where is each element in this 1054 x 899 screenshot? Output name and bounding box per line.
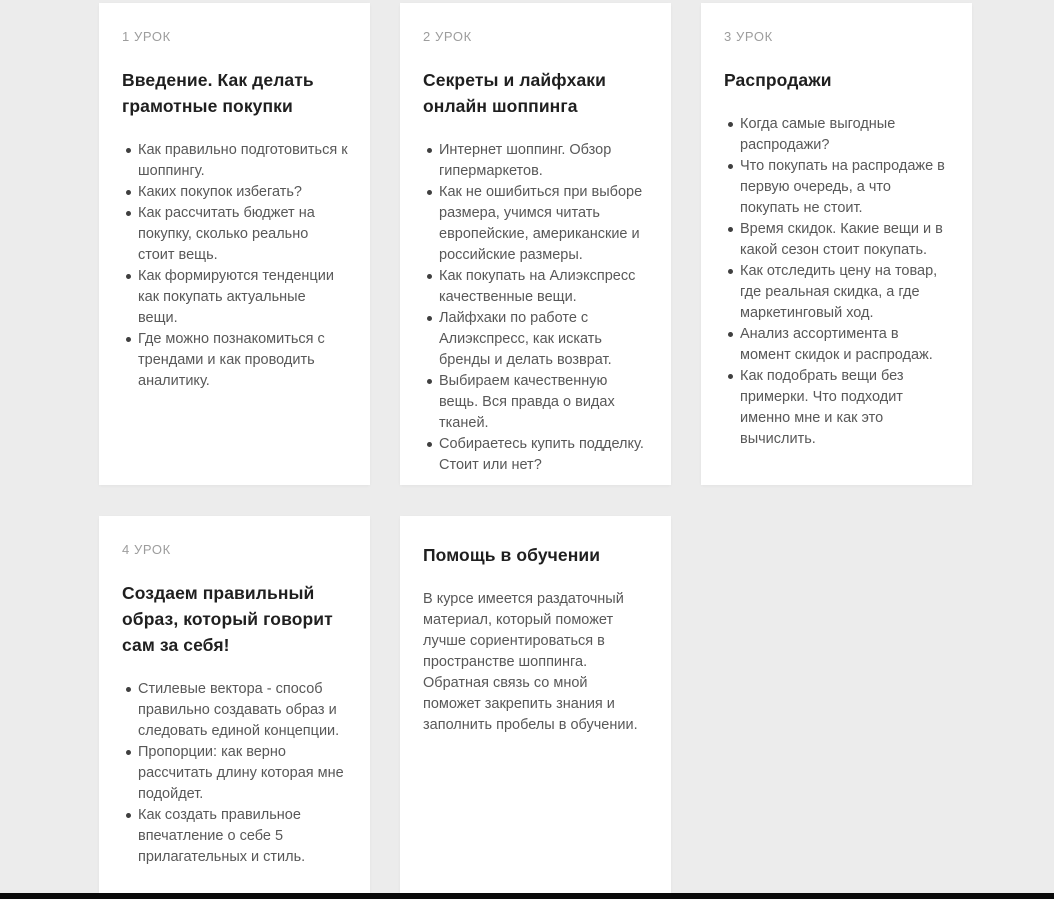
- lesson-title: Создаем правильный образ, который говорит сам за себя!: [122, 583, 333, 655]
- lesson-topics-list: [724, 114, 950, 450]
- lesson-topics-list: [122, 140, 348, 392]
- lesson-topic-item: Лайфхаки по работе с Алиэкспресс, как искать бренды и делать возврат.: [423, 308, 649, 371]
- lesson-topic-item: Как покупать на Алиэкспресс качественные вещи.: [423, 266, 649, 308]
- lesson-topic-item: Интернет шоппинг. Обзор гипермаркетов.: [423, 140, 649, 182]
- lesson-topics-list: [122, 679, 348, 868]
- lesson-number-label: 4 УРОК: [122, 542, 171, 557]
- lesson-card-2: [400, 3, 671, 485]
- lesson-topic-item: Как формируются тенденции как покупать актуальные вещи.: [122, 266, 348, 329]
- lesson-topic-item: Стилевые вектора - способ правильно создавать образ и следовать единой концепции.: [122, 679, 348, 742]
- help-card-title: Помощь в обучении: [423, 545, 601, 565]
- lesson-topic-item: Как правильно подготовиться к шоппингу.: [122, 140, 348, 182]
- lesson-card-3: [701, 3, 972, 485]
- lesson-title: Распродажи: [724, 70, 832, 90]
- lesson-topic-item: Где можно познакомиться с трендами и как проводить аналитику.: [122, 329, 348, 392]
- lesson-title: Введение. Как делать грамотные покупки: [122, 70, 314, 116]
- lesson-card-1: [99, 3, 370, 485]
- lesson-number-label: 3 УРОК: [724, 29, 773, 44]
- lesson-topic-item: Как создать правильное впечатление о себе 5 прилагательных и стиль.: [122, 805, 348, 868]
- lesson-topic-item: Собираетесь купить подделку. Стоит или нет?: [423, 434, 649, 476]
- lesson-topic-item: Анализ ассортимента в момент скидок и распродаж.: [724, 324, 950, 366]
- bottom-dark-bar: [0, 893, 1054, 899]
- lesson-card-4: [99, 516, 370, 893]
- lesson-topic-item: Выбираем качественную вещь. Вся правда о видах тканей.: [423, 371, 649, 434]
- lesson-title: Секреты и лайфхаки онлайн шоппинга: [423, 70, 607, 116]
- help-card: [400, 516, 671, 893]
- lesson-topic-item: Как отследить цену на товар, где реальная скидка, а где маркетинговый ход.: [724, 261, 950, 324]
- lesson-topic-item: Пропорции: как верно рассчитать длину которая мне подойдет.: [122, 742, 348, 805]
- lesson-number-label: 2 УРОК: [423, 29, 472, 44]
- lesson-topic-item: Время скидок. Какие вещи и в какой сезон стоит покупать.: [724, 219, 950, 261]
- lesson-topic-item: Когда самые выгодные распродажи?: [724, 114, 950, 156]
- help-card-text: В курсе имеется раздаточный материал, который поможет лучше сориентироваться в пространстве шоппинга. Обратная связь со мной поможет закрепить знания и заполнить пробелы в обучении.: [423, 591, 638, 733]
- lesson-topics-list: [423, 140, 649, 476]
- lesson-topic-item: Как рассчитать бюджет на покупку, сколько реально стоит вещь.: [122, 203, 348, 266]
- lesson-number-label: 1 УРОК: [122, 29, 171, 44]
- lesson-topic-item: Что покупать на распродаже в первую очередь, а что покупать не стоит.: [724, 156, 950, 219]
- lesson-topic-item: Как подобрать вещи без примерки. Что подходит именно мне и как это вычислить.: [724, 366, 950, 450]
- lesson-topic-item: Каких покупок избегать?: [122, 182, 348, 203]
- lesson-topic-item: Как не ошибиться при выборе размера, учимся читать европейские, американские и российские размеры.: [423, 182, 649, 266]
